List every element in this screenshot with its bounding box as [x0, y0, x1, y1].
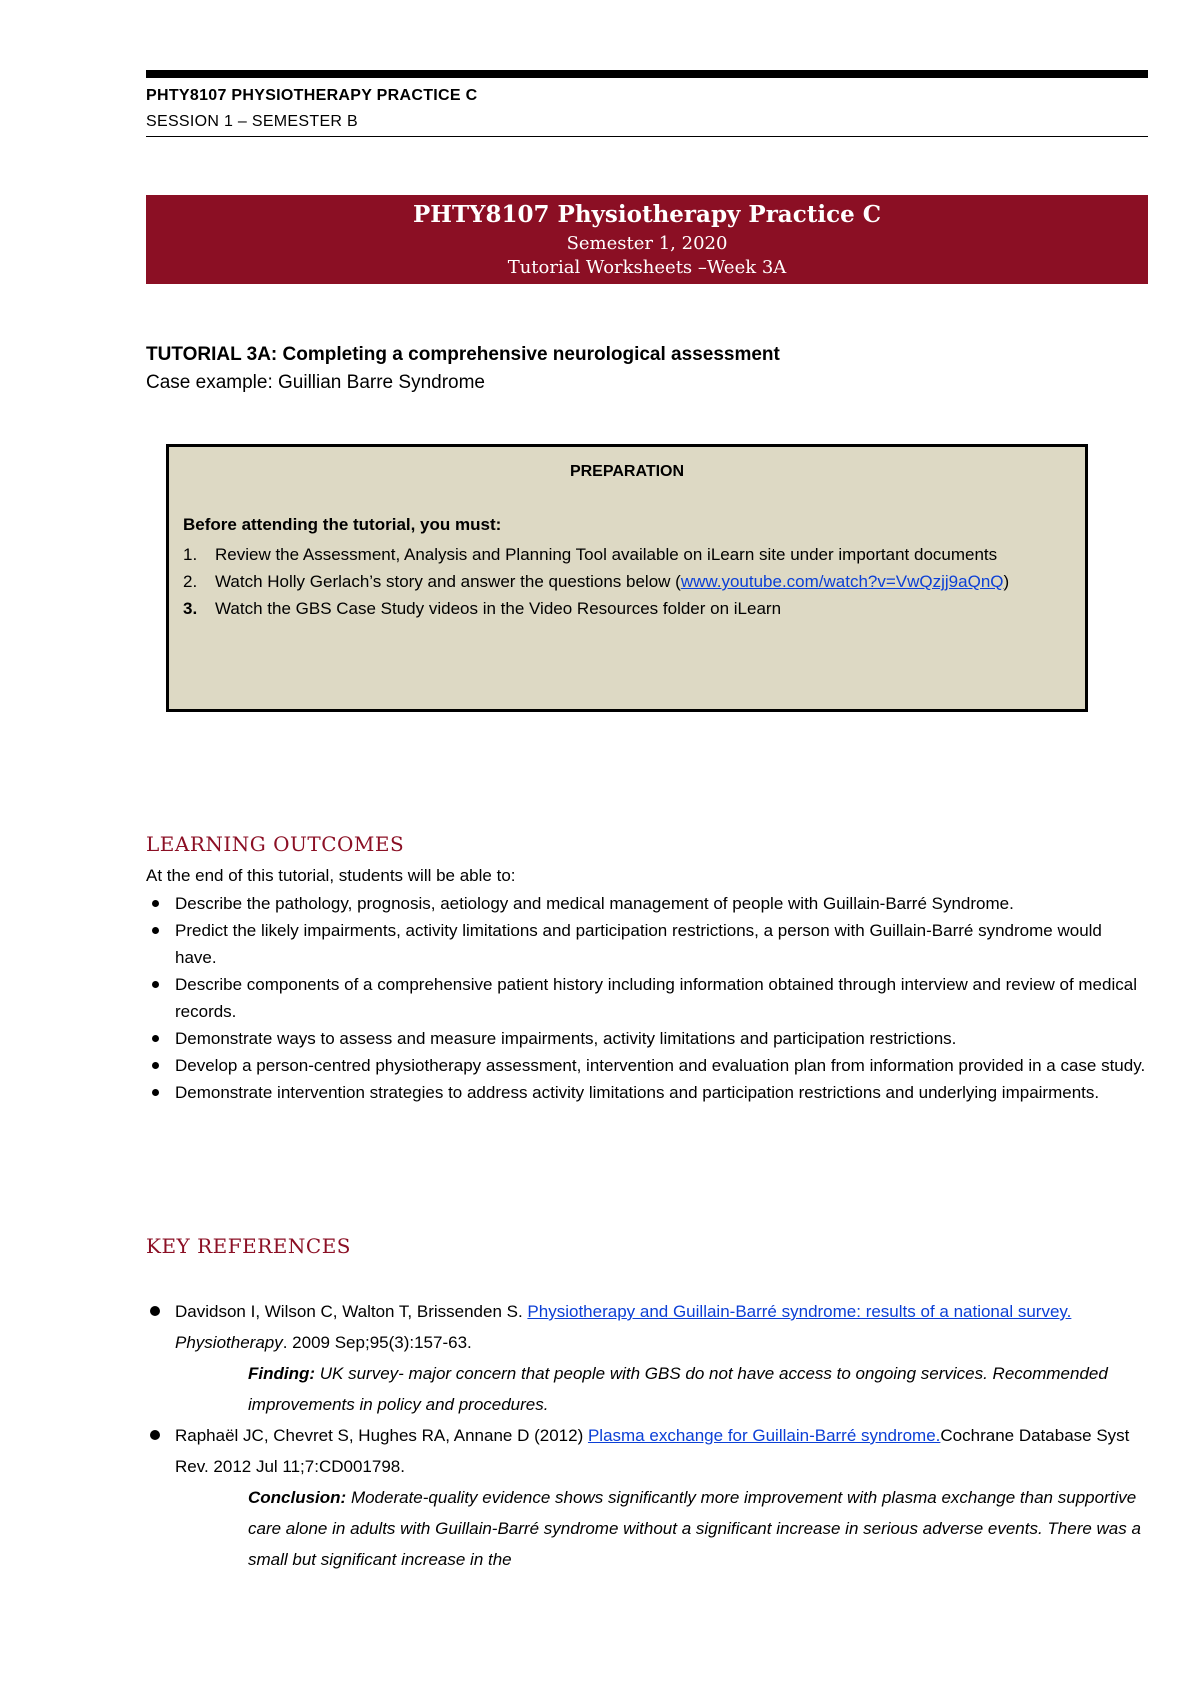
reference-note	[146, 1482, 1146, 1575]
preparation-list	[183, 541, 1063, 622]
preparation-item-number: 2.	[183, 572, 198, 591]
reference-note-text: UK survey- major concern that people with GBS do not have access to ongoing services. Recommended improvements in policy and procedures.	[248, 1364, 1108, 1414]
reference-item	[146, 1296, 1146, 1420]
reference-details: . 2009 Sep;95(3):157-63.	[282, 1333, 472, 1352]
preparation-item-after: )	[1003, 572, 1010, 591]
reference-authors: Davidson I, Wilson C, Walton T, Brissenden S.	[175, 1302, 528, 1321]
bullet-icon	[150, 1306, 160, 1316]
banner-subtitle: Tutorial Worksheets –Week 3A	[507, 257, 787, 278]
key-references-heading: KEY REFERENCES	[146, 1234, 351, 1258]
learning-outcomes-heading: LEARNING OUTCOMES	[146, 832, 405, 856]
tutorial-case: Case example: Guillian Barre Syndrome	[146, 372, 485, 393]
banner-title: PHTY8107 Physiotherapy Practice C	[412, 201, 882, 228]
outcome-item: Demonstrate ways to assess and measure impairments, activity limitations and participation restrictions.	[146, 1025, 1146, 1052]
outcome-item: Describe components of a comprehensive patient history including information obtained through interview and review of medical records.	[146, 971, 1146, 1025]
reference-note-text: Moderate-quality evidence shows significantly more improvement with plasma exchange than supportive care alone in adults with Guillain-Barré syndrome without a significant increase in serious adverse events. There was a small but significant increase in the	[248, 1488, 1141, 1569]
preparation-heading: PREPARATION	[569, 463, 685, 480]
preparation-item	[183, 595, 1063, 622]
preparation-item-text: Review the Assessment, Analysis and Planning Tool available on iLearn site under important documents	[215, 545, 998, 564]
youtube-link[interactable]: www.youtube.com/watch?v=VwQzjj9aQnQ	[680, 572, 1004, 591]
outcome-item: Predict the likely impairments, activity limitations and participation restrictions, a person with Guillain-Barré syndrome would have.	[146, 917, 1146, 971]
reference-link[interactable]: Physiotherapy and Guillain-Barré syndrome: results of a national survey.	[527, 1302, 1072, 1321]
banner-semester: Semester 1, 2020	[566, 233, 728, 254]
bullet-icon	[150, 1430, 160, 1440]
outcome-item: Develop a person-centred physiotherapy assessment, intervention and evaluation plan from information provided in a case study.	[146, 1052, 1146, 1079]
reference-details: Cochrane Database Syst Rev. 2012 Jul 11;7:CD001798.	[175, 1426, 1130, 1476]
reference-journal: Physiotherapy	[175, 1333, 283, 1352]
header-session: SESSION 1 – SEMESTER B	[146, 113, 358, 130]
reference-authors: Raphaël JC, Chevret S, Hughes RA, Annane D (2012)	[175, 1426, 588, 1445]
preparation-item-text: Watch Holly Gerlach’s story and answer the questions below (	[215, 572, 681, 591]
header-rule	[146, 136, 1148, 137]
preparation-item-number: 3.	[183, 599, 198, 618]
reference-citation	[146, 1296, 1146, 1358]
header-top-rule	[146, 70, 1148, 78]
reference-note-label: Conclusion:	[248, 1488, 347, 1507]
outcome-item: Demonstrate intervention strategies to address activity limitations and participation restrictions and underlying impairments.	[146, 1079, 1146, 1106]
reference-citation	[146, 1420, 1146, 1482]
reference-note	[146, 1358, 1146, 1420]
outcome-item: Describe the pathology, prognosis, aetiology and medical management of people with Guillain-Barré Syndrome.	[146, 890, 1146, 917]
preparation-item-text: Watch the GBS Case Study videos in the Video Resources folder on iLearn	[215, 599, 782, 618]
learning-outcomes-list	[146, 890, 1146, 1106]
preparation-item	[183, 541, 1063, 568]
title-banner	[146, 195, 1148, 284]
preparation-item-number: 1.	[183, 545, 198, 564]
reference-link[interactable]: Plasma exchange for Guillain-Barré syndrome.	[587, 1426, 941, 1445]
reference-item	[146, 1420, 1146, 1575]
learning-outcomes-intro: At the end of this tutorial, students will be able to:	[146, 866, 516, 885]
reference-note-label: Finding:	[248, 1364, 316, 1383]
tutorial-title: TUTORIAL 3A: Completing a comprehensive neurological assessment	[146, 344, 780, 365]
preparation-box	[166, 444, 1088, 712]
header-course-title: PHTY8107 PHYSIOTHERAPY PRACTICE C	[146, 87, 478, 104]
preparation-intro: Before attending the tutorial, you must:	[183, 515, 502, 534]
preparation-item	[183, 568, 1063, 595]
